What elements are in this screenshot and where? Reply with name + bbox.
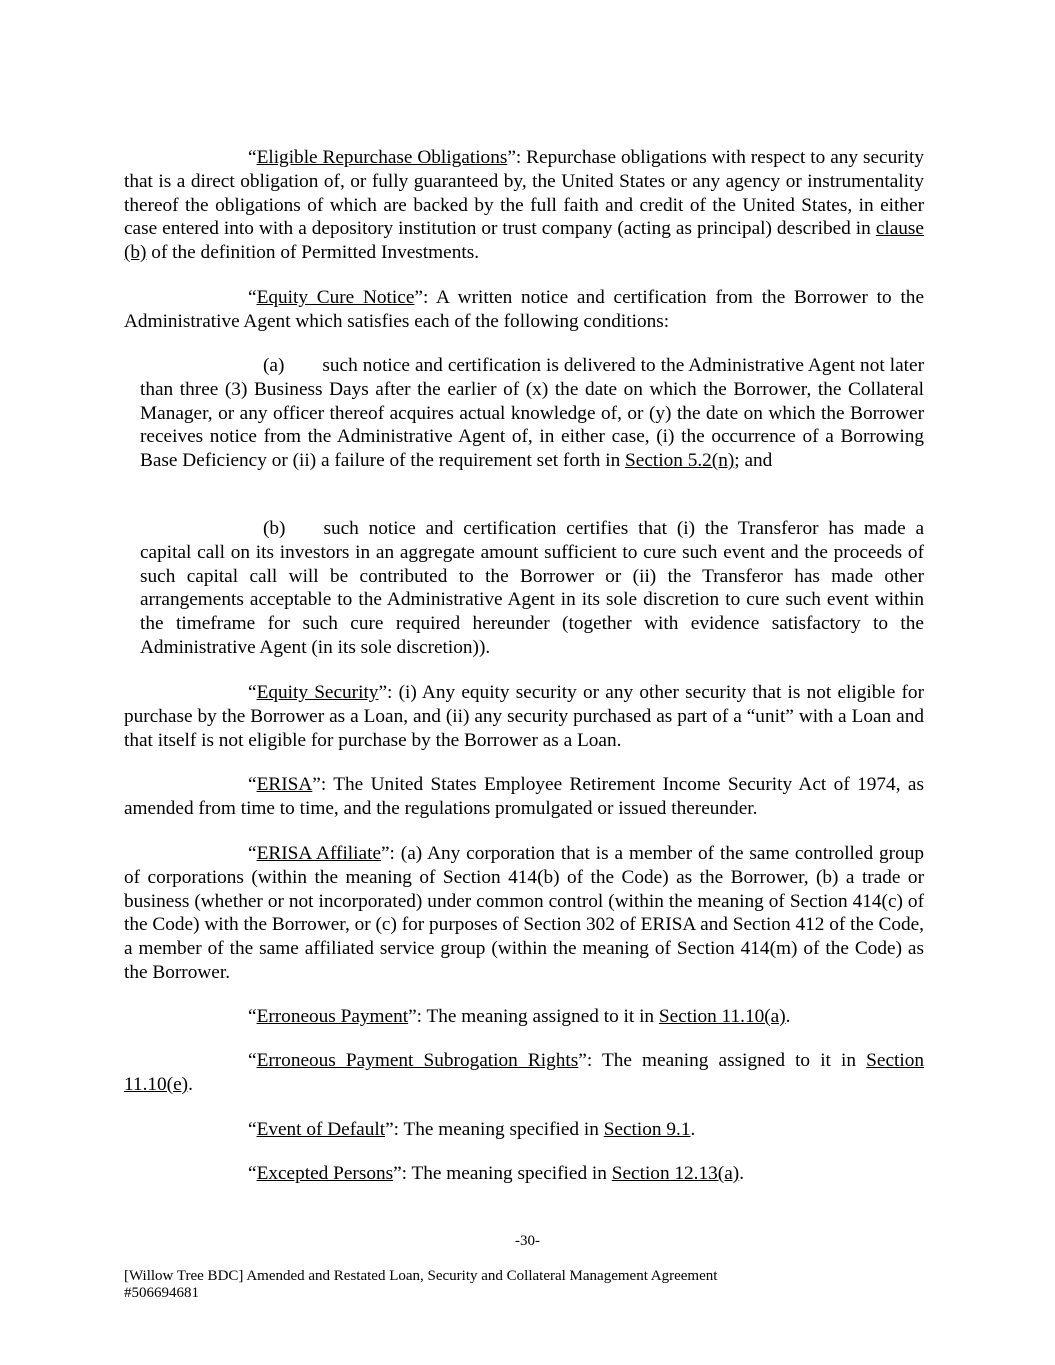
- defined-term: Equity Cure Notice: [256, 287, 415, 308]
- quote: “: [248, 147, 257, 168]
- definition-equity-security: [124, 681, 924, 752]
- definition-erisa-affiliate: [124, 842, 924, 985]
- definition-event-of-default: [124, 1118, 924, 1142]
- quote: “: [248, 1050, 257, 1071]
- page-number: -30-: [515, 1233, 540, 1249]
- cross-reference-link[interactable]: Section 12.13(a): [611, 1163, 740, 1184]
- quote: “: [248, 1119, 257, 1140]
- cross-reference-link[interactable]: Section 9.1: [603, 1119, 691, 1140]
- definition-text: ”: The meaning assigned to it in: [408, 1006, 659, 1027]
- definition-text: ”: A written notice and certification from the Borrower to the Administrative Agent which satisfies each of the following conditions:: [124, 287, 925, 332]
- condition-a: [140, 354, 924, 473]
- definition-text: of the definition of Permitted Investments.: [146, 242, 480, 264]
- definition-text: ”: Repurchase obligations with respect to any security that is a direct obligation of, or fully guaranteed by, the United States or any agency or instrumentality thereof the obligations of which are backed by the full faith and credit of the United States, in either case entered into with a depository institution or trust company (acting as principal) described in: [124, 147, 924, 240]
- footer: [124, 1268, 717, 1302]
- definition-equity-cure-notice: [124, 286, 924, 334]
- condition-b: [140, 517, 924, 660]
- definition-erroneous-payment: [124, 1005, 924, 1029]
- condition-text: ; and: [734, 450, 773, 472]
- item-label: (b): [263, 518, 286, 539]
- condition-text: such notice and certification is delivered to the Administrative Agent not later than three (3) Business Days after the earlier of (x) the date on which the Borrower, the Collateral Manager, or any officer thereof acquires actual knowledge of, or (y) the date on which the Borrower receives notice from the Administrative Agent of, in either case, (i) the occurrence of a Borrowing Base Deficiency or (ii) a failure of the requirement set forth in: [140, 355, 924, 472]
- quote: “: [248, 1163, 257, 1184]
- defined-term: Erroneous Payment Subrogation Rights: [256, 1050, 579, 1071]
- definition-erisa: [124, 773, 924, 821]
- definition-erroneous-payment-subrogation-rights: [124, 1049, 924, 1097]
- definition-text: ”: The meaning assigned to it in: [578, 1050, 867, 1071]
- cross-reference-link[interactable]: Section 11.10(e): [124, 1050, 924, 1095]
- definition-text: ”: (a) Any corporation that is a member of the same controlled group of corporations (within the meaning of Section 414(b) of the Code) as the Borrower, (b) a trade or business (whether or not incorporated) under common control (within the meaning of Section 414(c) of the Code) with the Borrower, or (c) for purposes of Section 302 of ERISA and Section 412 of the Code, a member of the same affiliated service group (within the meaning of Section 414(m) of the Code) as the Borrower.: [124, 843, 924, 983]
- definition-eligible-repurchase-obligations: [124, 146, 924, 265]
- definition-text: .: [739, 1163, 745, 1184]
- definition-text: ”: The meaning specified in: [385, 1119, 604, 1140]
- definition-text: ”: (i) Any equity security or any other security that is not eligible for purchase by the Borrower as a Loan, and (ii) any security purchased as part of a “unit” with a Loan and that itself is not eligible for purchase by the Borrower as a Loan.: [124, 682, 924, 751]
- defined-term: ERISA Affiliate: [256, 843, 381, 864]
- quote: “: [248, 287, 257, 308]
- defined-term: Erroneous Payment: [256, 1006, 409, 1027]
- footer-document-title: [Willow Tree BDC] Amended and Restated Loan, Security and Collateral Management Agreement: [124, 1268, 718, 1284]
- cross-reference-link[interactable]: clause (b): [124, 218, 924, 264]
- condition-text: such notice and certification certifies that (i) the Transferor has made a capital call on its investors in an aggregate amount sufficient to cure such event and the proceeds of such capital call will be contributed to the Borrower or (ii) the Transferor has made other arrangements acceptable to the Administrative Agent in its sole discretion to cure such event within the timeframe for such cure required hereunder (together with evidence satisfactory to the Administrative Agent (in its sole discretion)).: [140, 518, 924, 658]
- definition-text: ”: The United States Employee Retirement Income Security Act of 1974, as amended from time to time, and the regulations promulgated or issued thereunder.: [124, 774, 924, 819]
- cross-reference-link[interactable]: Section 11.10(a): [658, 1006, 786, 1027]
- quote: “: [248, 774, 257, 795]
- definition-excepted-persons: [124, 1162, 924, 1186]
- defined-term: Eligible Repurchase Obligations: [256, 147, 508, 168]
- defined-term: Equity Security: [256, 682, 379, 703]
- quote: “: [248, 1006, 257, 1027]
- definition-text: ”: The meaning specified in: [393, 1163, 612, 1184]
- footer-document-number: #506694681: [124, 1285, 199, 1301]
- item-label: (a): [263, 355, 285, 376]
- quote: “: [248, 843, 257, 864]
- definition-text: .: [690, 1119, 696, 1140]
- defined-term: ERISA: [256, 774, 313, 795]
- definition-text: .: [785, 1006, 791, 1027]
- cross-reference-link[interactable]: Section 5.2(n): [625, 450, 735, 472]
- definition-text: .: [188, 1073, 193, 1095]
- quote: “: [248, 682, 257, 703]
- defined-term: Event of Default: [256, 1119, 386, 1140]
- defined-term: Excepted Persons: [256, 1163, 394, 1184]
